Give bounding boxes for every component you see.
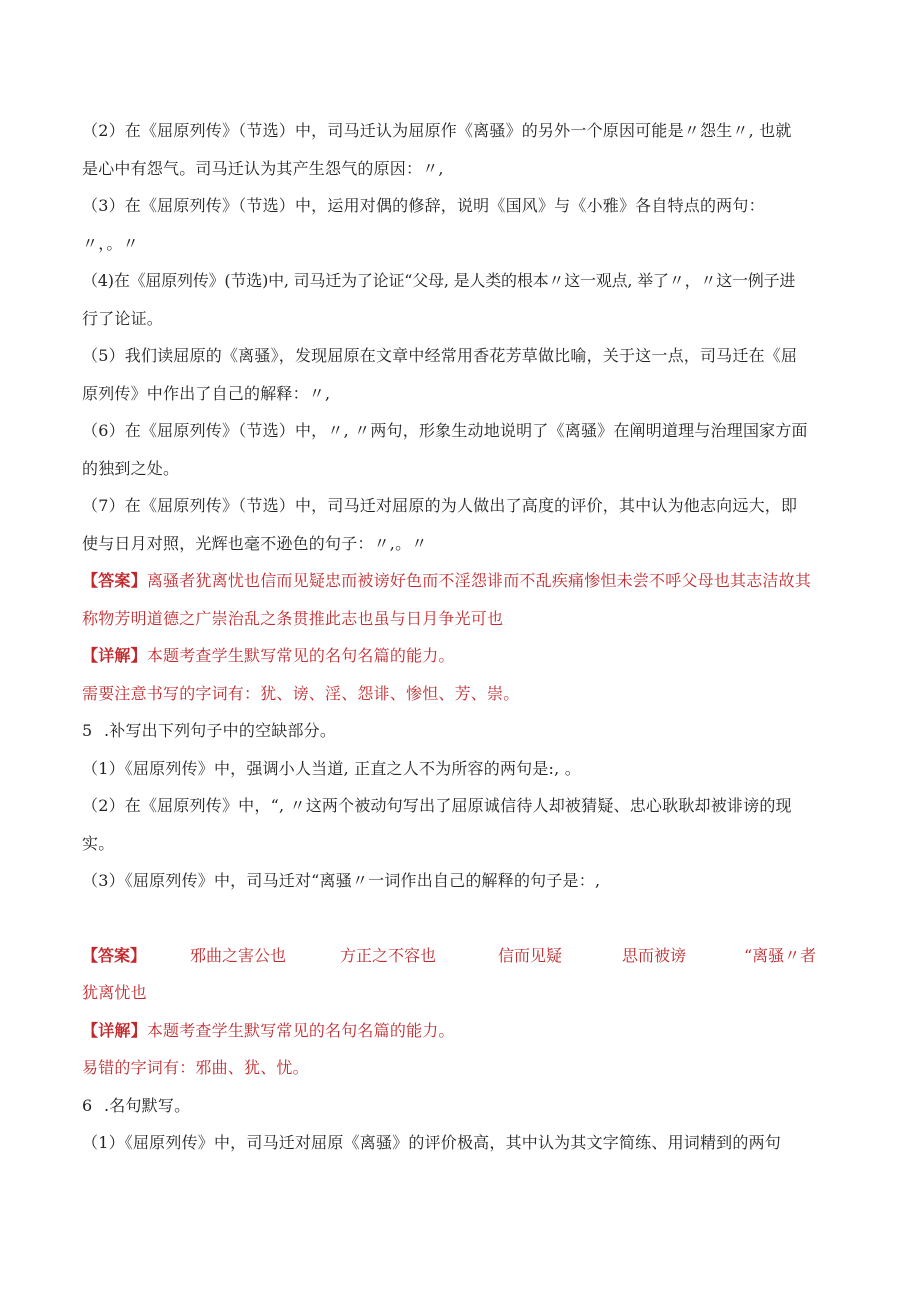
question-line: 行了论证。 [82, 308, 164, 328]
question-6-title [82, 1087, 842, 1125]
question-line: 使与日月对照，光辉也毫不逊色的句子：〃,。〃 [82, 533, 428, 553]
answer-text-continued: 称物芳明道德之广崇治乱之条贯推此志也虽与日月争光可也 [82, 608, 504, 628]
detail-tag: 【详解】 [82, 646, 147, 665]
question-line: （1）《屈原列传》中，司马迁对屈原《离骚》的评价极高，其中认为其文字简练、用词精到的两句 [82, 1133, 781, 1152]
answer-tag: 【答案】 [82, 571, 147, 590]
detail-text: 本题考查学生默写常见的名句名篇的能力。 [146, 646, 455, 665]
question-line: 原列传》中作出了自己的解释：〃, [82, 383, 331, 403]
document-page [82, 112, 842, 1162]
question-line: 〃，。〃 [82, 233, 139, 253]
detail-text: 本题考查学生默写常见的名句名篇的能力。 [146, 1020, 455, 1040]
question-line: （7）在《屈原列传》（节选）中，司马迁对屈原的为人做出了高度的评价，其中认为他志向远大，即 [82, 496, 798, 515]
question-title: .名句默写。 [104, 1095, 191, 1115]
answer-block-1 [82, 562, 842, 600]
question-line: （2）在《屈原列传》（节选）中，司马迁认为屈原作《离骚》的另外一个原因可能是〃怨生〃, 也就 [82, 121, 792, 140]
question-line: （3）《屈原列传》中，司马迁对“离骚〃一词作出自己的解释的句子是：, [82, 871, 601, 890]
question-line: （2）在《屈原列传》中，“, 〃这两个被动句写出了屈原诚信待人却被猜疑、忠心耿耿却被诽谤的现 [82, 796, 792, 815]
detail-note: 易错的字词有：邪曲、犹、忧。 [82, 1058, 309, 1077]
question-number: 5 [82, 721, 93, 740]
question-line: （1）《屈原列传》中，强调小人当道, 正直之人不为所容的两句是:, 。 [82, 758, 581, 778]
question-line: （5）我们读屈原的《离骚》，发现屈原在文章中经常用香花芳草做比喻，关于这一点，司马迁在《屈 [82, 346, 798, 365]
answer-text: 离骚者犹离忧也信而见疑忠而被谤好色而不淫怨诽而不乱疾痛惨怛未尝不呼父母也其志洁故其 [146, 571, 812, 590]
answer-block-2 [82, 937, 842, 975]
question-line: （6）在《屈原列传》（节选）中，〃, 〃两句，形象生动地说明了《离骚》在阐明道理与治理国家方面 [82, 421, 808, 440]
question-5-title [82, 712, 842, 750]
question-line: （3）在《屈原列传》（节选）中，运用对偶的修辞，说明《国风》与《小雅》各自特点的两句： [82, 196, 765, 215]
question-line: （4)在《屈原列传》(节选)中, 司马迁为了论证“父母, 是人类的根本〃这一观点, 举了〃，〃这一例子进 [82, 271, 796, 290]
question-title: .补写出下列句子中的空缺部分。 [104, 721, 337, 740]
detail-block-1 [82, 637, 842, 675]
answer-item: 信而见疑 [498, 945, 563, 965]
answer-item: 方正之不容也 [340, 945, 437, 965]
detail-tag: 【详解】 [82, 1020, 147, 1040]
answer-tag: 【答案】 [82, 945, 147, 965]
question-number: 6 [82, 1095, 93, 1115]
question-line: 实。 [82, 833, 115, 853]
answer-item: “离骚〃者 [744, 945, 817, 965]
question-line: 的独到之处。 [82, 458, 180, 478]
answer-item-continued: 犹离忧也 [82, 983, 147, 1002]
detail-block-2 [82, 1012, 842, 1050]
answer-item: 思而被谤 [622, 945, 687, 965]
question-line: 是心中有怨气。司马迁认为其产生怨气的原因：〃, [82, 158, 444, 178]
answer-item: 邪曲之害公也 [190, 945, 287, 965]
detail-note: 需要注意书写的字词有：犹、谤、淫、怨诽、惨怛、芳、崇。 [82, 683, 520, 703]
